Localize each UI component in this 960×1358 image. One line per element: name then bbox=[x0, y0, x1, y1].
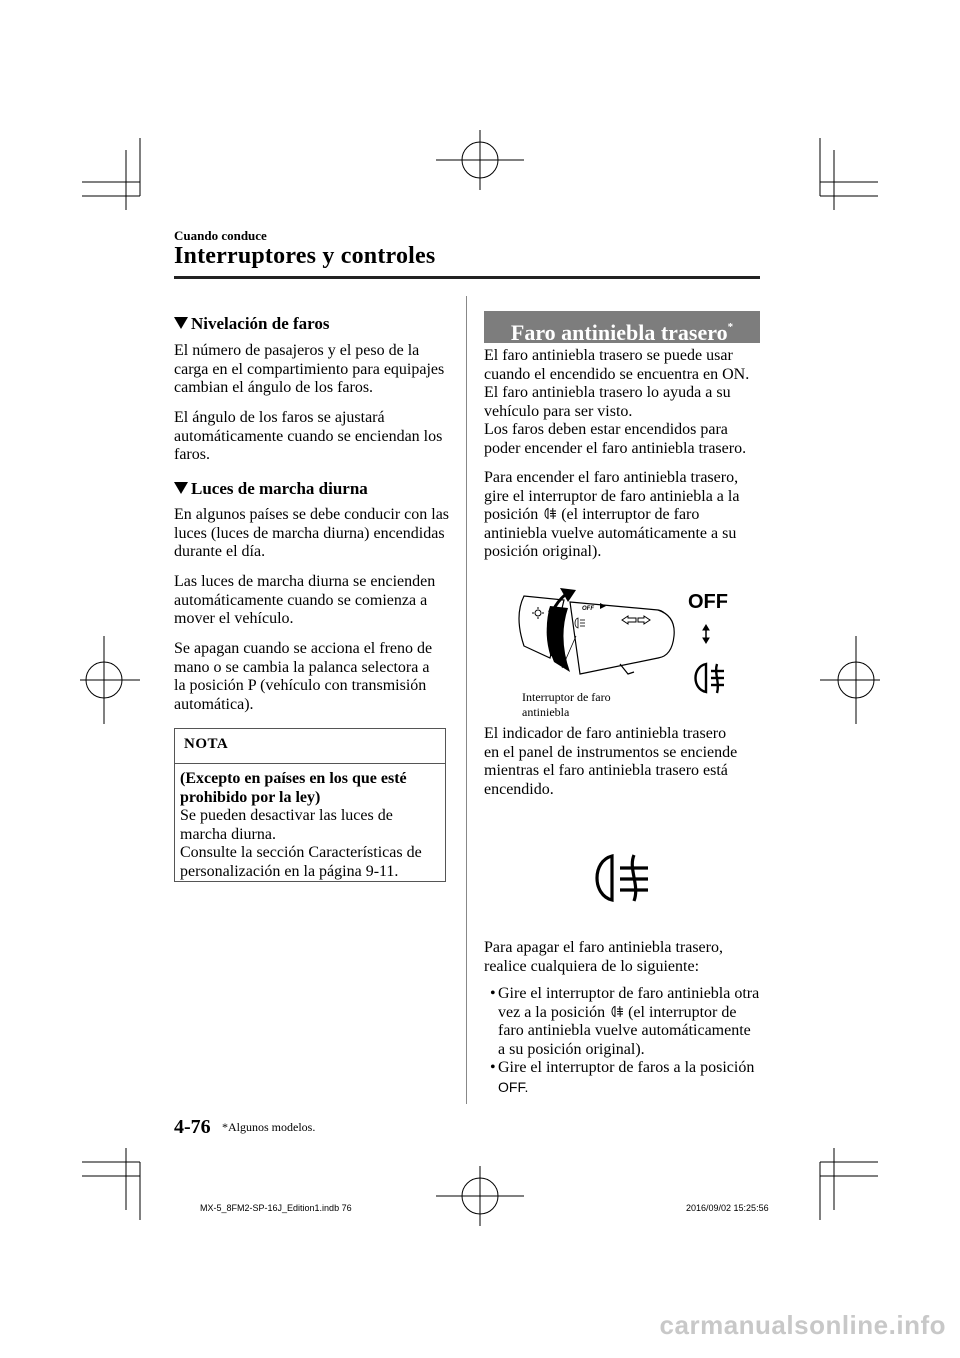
text-line: carga en el compartimiento para equipajes bbox=[174, 360, 445, 378]
stalk-off-label: OFF bbox=[582, 606, 594, 612]
text-line: OFF. bbox=[498, 1078, 529, 1095]
text-line: Para encender el faro antiniebla trasero, bbox=[484, 469, 739, 486]
text-line: encendido. bbox=[484, 780, 554, 798]
note-title: NOTA bbox=[184, 736, 229, 752]
heading-leveling bbox=[174, 314, 330, 334]
section-banner bbox=[484, 311, 760, 343]
bullet-dot: • bbox=[490, 1059, 496, 1076]
text-line: realice cualquiera de lo siguiente: bbox=[484, 957, 700, 975]
text-line: (Excepto en países en los que esté bbox=[180, 770, 407, 787]
heading-leveling-text: Nivelación de faros bbox=[191, 314, 330, 333]
callout-line: Interruptor de faro bbox=[522, 690, 611, 704]
text-line: gire el interruptor de faro antiniebla a la bbox=[484, 487, 740, 505]
watermark-text: carmanualsonline.info bbox=[659, 1310, 946, 1340]
text-line: Gire el interruptor de faro antiniebla otra bbox=[498, 985, 760, 1002]
callout-line: antiniebla bbox=[522, 705, 570, 719]
text-line: El número de pasajeros y el peso de la bbox=[174, 342, 420, 359]
section-label: Cuando conduce bbox=[174, 228, 267, 243]
text-line: mano o se cambia la palanca selectora a bbox=[174, 658, 430, 676]
text-line: mientras el faro antiniebla trasero está bbox=[484, 762, 728, 779]
triangle-bullet-icon bbox=[174, 482, 188, 494]
stalk-auto-label: AUTO bbox=[548, 608, 565, 614]
headlight-stalk-illustration bbox=[519, 588, 674, 674]
note-divider bbox=[175, 763, 445, 764]
bullet-dot: • bbox=[490, 985, 496, 1002]
text-line: Consulte la sección Características de bbox=[180, 844, 422, 861]
text-line: Los faros deben estar encendidos para bbox=[484, 421, 728, 438]
text-line bbox=[484, 506, 764, 525]
text-line: El ángulo de los faros se ajustará bbox=[174, 409, 385, 426]
text-fragment: posición bbox=[484, 506, 539, 523]
text-line: mover el vehículo. bbox=[174, 610, 294, 627]
rear-fog-paragraph-2 bbox=[484, 469, 764, 562]
drl-paragraph-2 bbox=[174, 573, 454, 629]
off-position-label: OFF bbox=[688, 591, 728, 613]
rear-fog-paragraph-1 bbox=[484, 347, 764, 458]
triangle-bullet-icon bbox=[174, 317, 188, 329]
text-line: en el panel de instrumentos se enciende bbox=[484, 743, 738, 761]
text-line: personalización en la página 9-11. bbox=[180, 862, 399, 880]
heading-drl bbox=[174, 479, 368, 499]
text-line: marcha diurna. bbox=[180, 825, 276, 843]
text-line: posición original). bbox=[484, 543, 602, 560]
text-line: faro antiniebla vuelve automáticamente bbox=[498, 1022, 751, 1039]
rear-fog-icon bbox=[609, 1005, 624, 1018]
text-fragment: (el interruptor de bbox=[628, 1003, 737, 1021]
watermark-area bbox=[0, 1300, 960, 1358]
text-line: Las luces de marcha diurna se encienden bbox=[174, 573, 436, 590]
text-line: automáticamente cuando se comienza a bbox=[174, 591, 428, 609]
rear-fog-position-icon bbox=[696, 664, 725, 693]
text-line: poder encender el faro antiniebla trasero. bbox=[484, 439, 747, 457]
leveling-paragraph-2 bbox=[174, 409, 454, 465]
text-line: durante el día. bbox=[174, 543, 266, 560]
rear-fog-paragraph-4 bbox=[484, 939, 764, 976]
note-condition bbox=[180, 770, 442, 807]
print-timestamp: 2016/09/02 15:25:56 bbox=[686, 1203, 769, 1213]
text-line: cambian el ángulo de los faros. bbox=[174, 379, 374, 396]
text-line: antiniebla vuelve automáticamente a su bbox=[484, 524, 737, 542]
text-line bbox=[498, 1004, 768, 1023]
text-line: vehículo para ser visto. bbox=[484, 402, 633, 420]
rear-fog-icon bbox=[542, 507, 557, 520]
text-line: faros. bbox=[174, 446, 210, 463]
bullet-item-2 bbox=[490, 1059, 768, 1096]
text-line: El faro antiniebla trasero lo ayuda a su bbox=[484, 384, 731, 401]
switch-callout bbox=[522, 690, 611, 720]
footnote: *Algunos modelos. bbox=[222, 1120, 316, 1134]
drl-paragraph-3 bbox=[174, 640, 454, 714]
text-line: Gire el interruptor de faros a la posición bbox=[498, 1059, 755, 1076]
text-line: cuando el encendido se encuentra en ON. bbox=[484, 365, 750, 383]
text-line: El faro antiniebla trasero se puede usar bbox=[484, 347, 733, 364]
text-fragment: vez a la posición bbox=[498, 1003, 606, 1021]
text-line: Se pueden desactivar las luces de bbox=[180, 807, 393, 824]
bullet-item-1 bbox=[490, 985, 768, 1059]
leveling-paragraph-1 bbox=[174, 342, 454, 398]
text-line: automáticamente cuando se enciendan los bbox=[174, 427, 443, 445]
text-line: a su posición original). bbox=[498, 1040, 645, 1058]
optional-mark: * bbox=[727, 321, 734, 333]
column-divider bbox=[466, 296, 467, 1104]
banner-title: Faro antiniebla trasero bbox=[510, 320, 728, 345]
text-line: automática). bbox=[174, 695, 254, 713]
page-number: 4-76 bbox=[174, 1116, 211, 1138]
text-line: la posición P (vehículo con transmisión bbox=[174, 677, 427, 694]
rear-fog-indicator-icon bbox=[590, 852, 660, 904]
text-line: Se apagan cuando se acciona el freno de bbox=[174, 640, 433, 657]
header-rule bbox=[174, 276, 760, 279]
text-line: luces (luces de marcha diurna) encendidas bbox=[174, 524, 445, 542]
drl-paragraph-1 bbox=[174, 506, 454, 562]
text-line: Para apagar el faro antiniebla trasero, bbox=[484, 939, 723, 956]
text-line: El indicador de faro antiniebla trasero bbox=[484, 725, 727, 742]
text-line: En algunos países se debe conducir con las bbox=[174, 506, 450, 523]
note-body bbox=[180, 807, 442, 881]
heading-drl-text: Luces de marcha diurna bbox=[191, 479, 368, 498]
double-arrow-icon bbox=[703, 625, 709, 643]
text-line: prohibido por la ley) bbox=[180, 788, 321, 806]
chapter-title: Interruptores y controles bbox=[174, 243, 436, 269]
rear-fog-paragraph-3 bbox=[484, 725, 764, 799]
text-fragment: (el interruptor de faro bbox=[561, 506, 700, 523]
print-file-name: MX-5_8FM2-SP-16J_Edition1.indb 76 bbox=[200, 1203, 352, 1213]
